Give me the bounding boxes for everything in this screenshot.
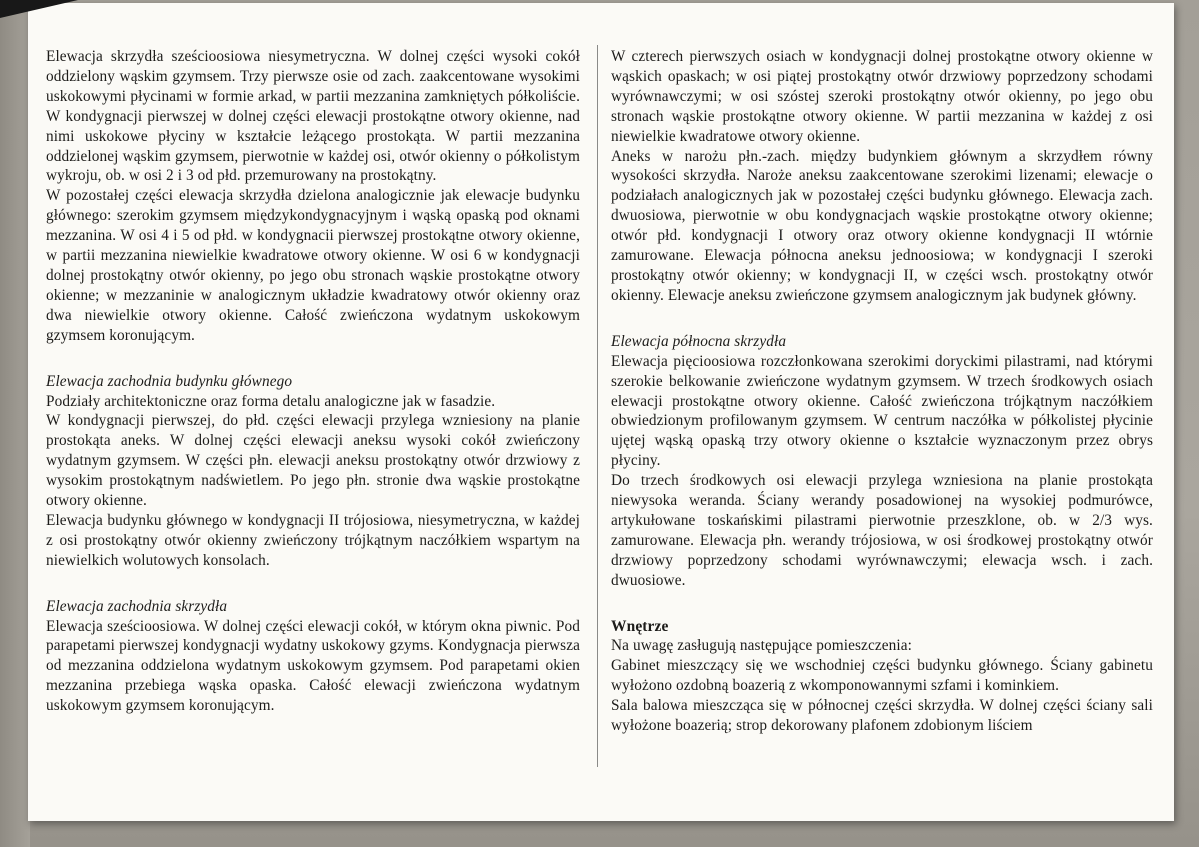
paragraph: Na uwagę zasługują następujące pomieszczenia:: [611, 637, 912, 655]
paragraph: Elewacja budynku głównego w kondygnacji II trójosiowa, niesymetryczna, w każdej z osi prostokątny otwór okienny zwieńczony trójkątnym naczółkiem wspartym na niewielkich wolutowych konsolach.: [46, 511, 580, 569]
paragraph: W pozostałej części elewacja skrzydła dzielona analogicznie jak elewacje budynku głównego: szerokim gzymsem międzykondygnacyjnym i wąską opaską pod oknami mezzanina. W osi 4 i 5 od płd. w kondygnacii pierwszej prostokątne otwory okienne, w partii mezzanina niewielkie kwadratowe otwory okienne. W osi 6 w kondygnacji dolnej prostokątny otwór okienny, po jego obu stronach wąskie prostokątne otwory okienne; w mezzaninie w analogicznym układzie kwadratowy otwór okienny oraz dwa niewielkie otwory okienne. Całość zwieńczona wydatnym uskokowym gzymsem koronującym.: [46, 187, 580, 344]
scan-left-edge-shade: [0, 0, 30, 847]
left-column: [46, 47, 580, 716]
paragraph: Aneks w narożu płn.-zach. między budynkiem głównym a skrzydłem równy wysokości skrzydła. Naroże aneksu zaakcentowane szerokimi lizenami; elewacje o podziałach analogicznych jak w pozostałej części budynku głównego. Elewacja zach. dwuosiowa, pierwotnie w obu kondygnacjach wąskie prostokątne otwory okienne; otwór płd. kondygnacji I otwory oraz otwory okienne kondygnacji II wtórnie zamurowane. Elewacja północna aneksu jednoosiowa; w kondygnacji I szeroki prostokątny otwór okienny; w kondygnacji II, w części wsch. prostokątny otwór okienny. Elewacje aneksu zwieńczone gzymsem analogicznym jak budynek główny.: [611, 147, 1153, 304]
paragraph: W kondygnacji pierwszej, do płd. części elewacji przylega wzniesiony na planie prostokąta aneks. W dolnej części elewacji aneksu wysoki cokół zwieńczony wydatnym gzymsem. W części płn. elewacji aneksu prostokątny otwór drzwiowy z wysokim prostokątnym nadświetlem. Po jego płn. stronie dwa wąskie prostokątne otwory okienne.: [46, 412, 580, 510]
document-page: [28, 3, 1174, 821]
section-heading-interior: Wnętrze: [611, 617, 669, 635]
paragraph: W czterech pierwszych osiach w kondygnacji dolnej prostokątne otwory okienne w wąskich opaskach; w osi piątej prostokątny otwór drzwiowy poprzedzony schodami wyrównawczymi; w osi szóstej szeroki prostokątny otwór okienny, po jego obu stronach wąskie prostokątne otwory okienne. W partii mezzanina w każdej z osi niewielkie kwadratowe otwory okienne.: [611, 48, 1153, 145]
column-divider: [597, 45, 598, 767]
paragraph: Do trzech środkowych osi elewacji przylega wzniesiona na planie prostokąta niewysoka weranda. Ściany werandy posadowionej na wysokiej podmurówce, artykułowane toskańskimi pilastrami pierwotnie przeszklone, ob. w 2/3 wys. zamurowane. Elewacja płn. werandy trójosiowa, w osi środkowej prostokątny otwór drzwiowy poprzedzony schodami wyrównawczymi; elewacja wsch. i zach. dwuosiowe.: [611, 472, 1153, 589]
paragraph: Gabinet mieszczący się we wschodniej części budynku głównego. Ściany gabinetu wyłożono ozdobną boazerią z wkomponowannymi szfami i kominkiem.: [611, 657, 1153, 695]
scan-corner-artifact: [0, 0, 78, 18]
paragraph: Podziały architektoniczne oraz forma detalu analogiczne jak w fasadzie.: [46, 392, 496, 410]
paragraph: Elewacja pięcioosiowa rozczłonkowana szerokimi doryckimi pilastrami, nad którymi szerokie belkowanie zwieńczone wydatnym gzymsem. W trzech środkowych osiach elewacji prostokątne otwory okienne. Całość zwieńczona trójkątnym naczółkiem obwiedzionym profilowanym gzymsem. W centrum naczółka w półkolistej płycinie ujętej wąską opaską trzy otwory okienne o kształcie wyznaczonym przez obrys płyciny.: [611, 352, 1153, 470]
section-heading: Elewacja zachodnia skrzydła: [46, 597, 228, 615]
right-column: [611, 47, 1153, 736]
section-heading: Elewacja północna skrzydła: [611, 332, 787, 350]
section-heading: Elewacja zachodnia budynku głównego: [46, 372, 293, 390]
paragraph: Sala balowa mieszcząca się w północnej części skrzydła. W dolnej części ściany sali wyłożone boazerią; strop dekorowany plafonem zdobionym liściem: [611, 697, 1153, 735]
paragraph: Elewacja skrzydła sześcioosiowa niesymetryczna. W dolnej części wysoki cokół oddzielony wąskim gzymsem. Trzy pierwsze osie od zach. zaakcentowane wysokimi uskokowymi płycinami w formie arkad, w partii mezzanina zamkniętych półkoliście. W kondygnacji pierwszej w dolnej części elewacji prostokątne otwory okienne, nad nimi uskokowe płyciny w kształcie leżącego prostokąta. W partii mezzanina oddzielonej wąskim gzymsem, pierwotnie w każdej osi, otwór okienny o półkolistym wykroju, ob. w osi 2 i 3 od płd. przemurowany na prostokątny.: [46, 48, 580, 185]
paragraph: Elewacja sześcioosiowa. W dolnej części elewacji cokół, w którym okna piwnic. Pod parapetami pierwszej kondygnacji wydatny uskokowy gzyms. Kondygnacja pierwsza od mezzanina oddzielona wydatnym uskokowym gzymsem. Pod parapetami okien mezzanina przebiega wąska opaska. Całość elewacji zwieńczona wydatnym uskokowym gzymsem koronującym.: [46, 617, 580, 715]
